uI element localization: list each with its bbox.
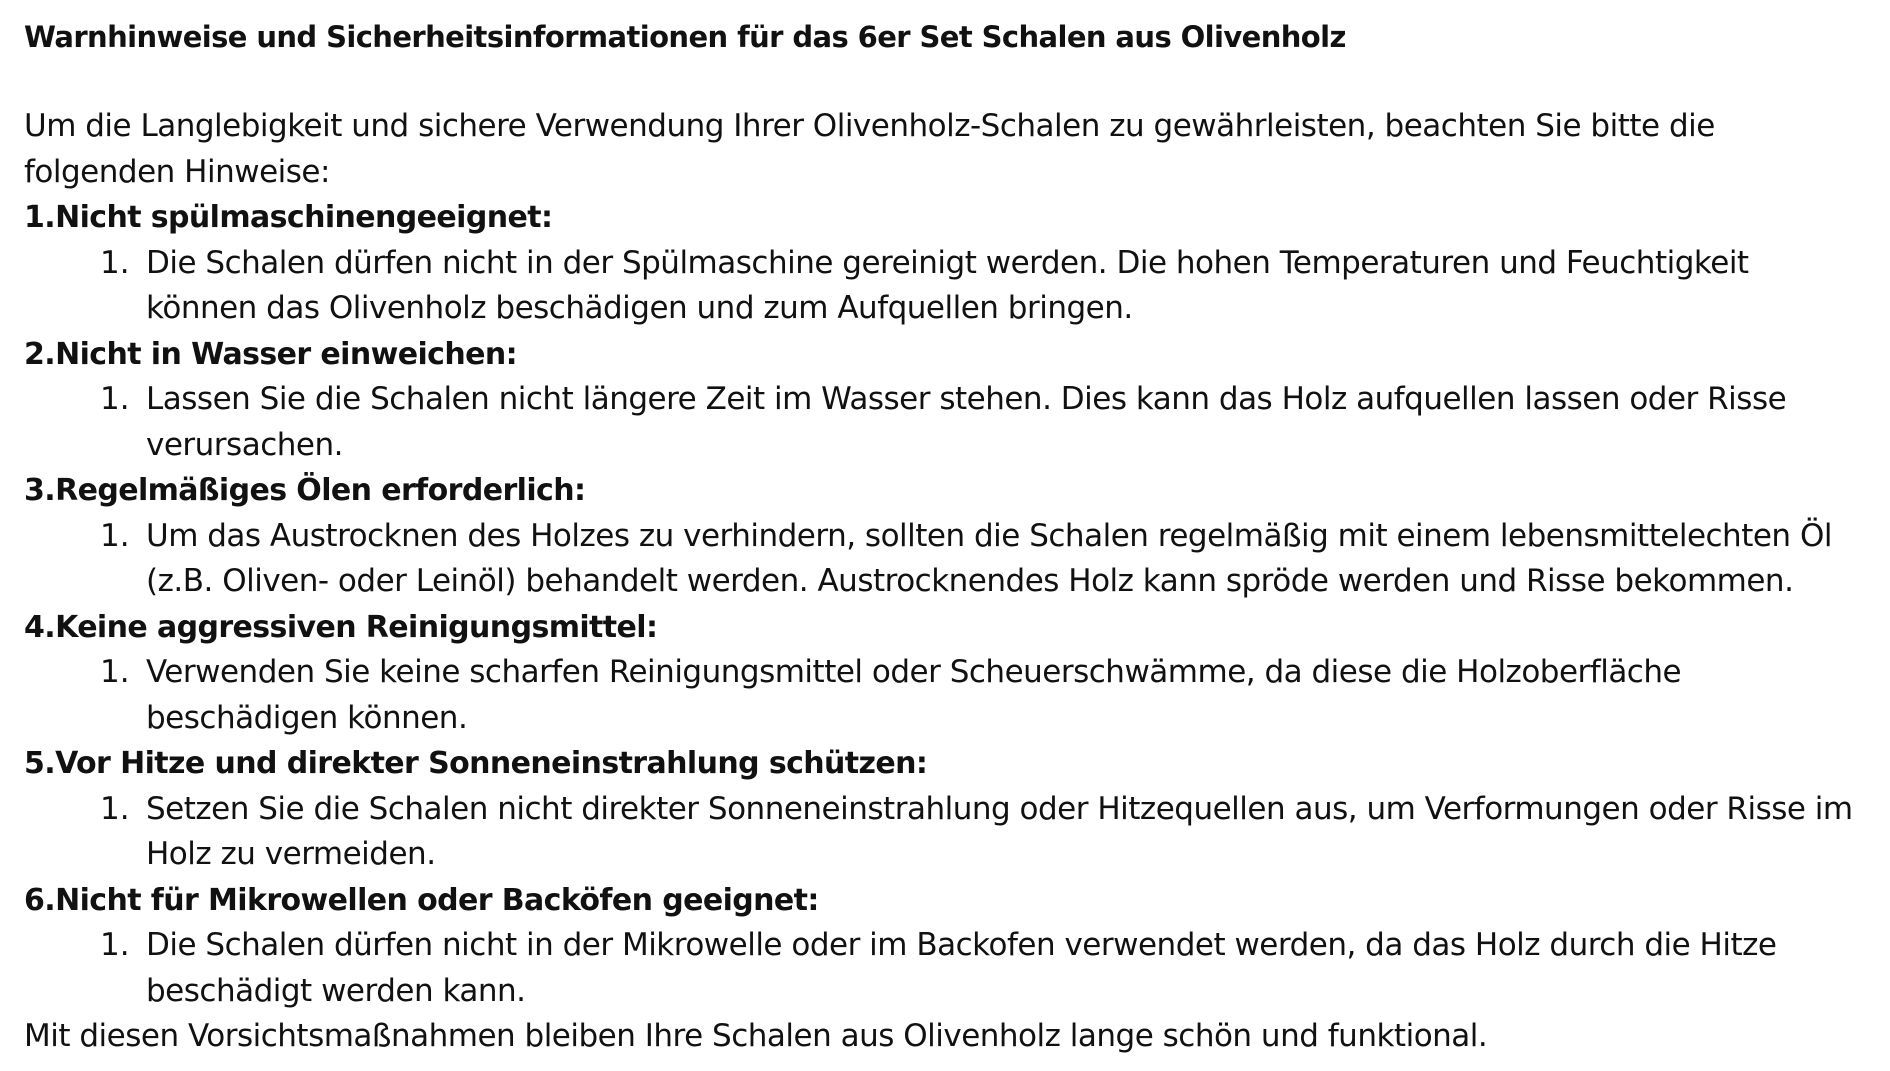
list-item-line: verursachen. [146, 426, 343, 463]
list-item [24, 923, 1874, 1014]
intro-line-2: folgenden Hinweise: [24, 153, 330, 190]
list-item-line: (z.B. Oliven- oder Leinöl) behandelt werden. Austrocknendes Holz kann spröde werden und Risse bekommen. [146, 563, 1794, 599]
section-heading-4: 4.Keine aggressiven Reinigungsmittel: [24, 609, 658, 645]
section-heading-3: 3.Regelmäßiges Ölen erforderlich: [24, 473, 586, 508]
list-item [24, 514, 1874, 605]
list-number: 1. [100, 654, 130, 690]
list-item-text [146, 377, 1874, 468]
section-heading-1: 1.Nicht spülmaschinengeeignet: [24, 200, 553, 235]
section-heading-2: 2.Nicht in Wasser einweichen: [24, 336, 518, 372]
list-item-text [146, 923, 1874, 1014]
blank-line [24, 60, 1874, 104]
list-item-line: können das Olivenholz beschädigen und zum Aufquellen bringen. [146, 290, 1133, 326]
intro-line-1: Um die Langlebigkeit und sichere Verwendung Ihrer Olivenholz-Schalen zu gewährleisten, beachten Sie bitte die [24, 108, 1715, 144]
list-item-line: Die Schalen dürfen nicht in der Spülmaschine gereinigt werden. Die hohen Temperaturen und Feuchtigkeit [146, 244, 1749, 281]
list-item-text [146, 650, 1874, 741]
list-item-text [146, 787, 1874, 878]
closing-line: Mit diesen Vorsichtsmaßnahmen bleiben Ihre Schalen aus Olivenholz lange schön und funktional. [24, 1018, 1488, 1054]
list-item-text [146, 514, 1874, 605]
list-item-text [146, 241, 1874, 332]
list-number: 1. [100, 517, 130, 554]
document-body [24, 14, 1874, 1060]
section-heading-5: 5.Vor Hitze und direkter Sonneneinstrahlung schützen: [24, 746, 928, 781]
list-item-line: Setzen Sie die Schalen nicht direkter Sonneneinstrahlung oder Hitzequellen aus, um Verformungen oder Risse im [146, 790, 1853, 827]
list-number: 1. [100, 927, 130, 963]
list-number: 1. [100, 244, 130, 281]
list-number: 1. [100, 790, 130, 827]
list-item-line: Verwenden Sie keine scharfen Reinigungsmittel oder Scheuerschwämme, da diese die Holzoberfläche [146, 654, 1682, 690]
list-item [24, 241, 1874, 332]
list-number: 1. [100, 381, 130, 417]
list-item [24, 650, 1874, 741]
section-heading-6: 6.Nicht für Mikrowellen oder Backöfen geeignet: [24, 882, 819, 918]
document-title: Warnhinweise und Sicherheitsinformationen für das 6er Set Schalen aus Olivenholz [24, 20, 1346, 54]
list-item-line: Um das Austrocknen des Holzes zu verhindern, sollten die Schalen regelmäßig mit einem lebensmittelechten Öl [146, 517, 1832, 554]
list-item-line: beschädigt werden kann. [146, 972, 526, 1009]
list-item-line: Holz zu vermeiden. [146, 836, 436, 872]
list-item-line: beschädigen können. [146, 699, 468, 736]
list-item [24, 377, 1874, 468]
list-item-line: Die Schalen dürfen nicht in der Mikrowelle oder im Backofen verwendet werden, da das Holz durch die Hitze [146, 927, 1777, 963]
list-item-line: Lassen Sie die Schalen nicht längere Zeit im Wasser stehen. Dies kann das Holz aufquellen lassen oder Risse [146, 381, 1787, 417]
list-item [24, 787, 1874, 878]
